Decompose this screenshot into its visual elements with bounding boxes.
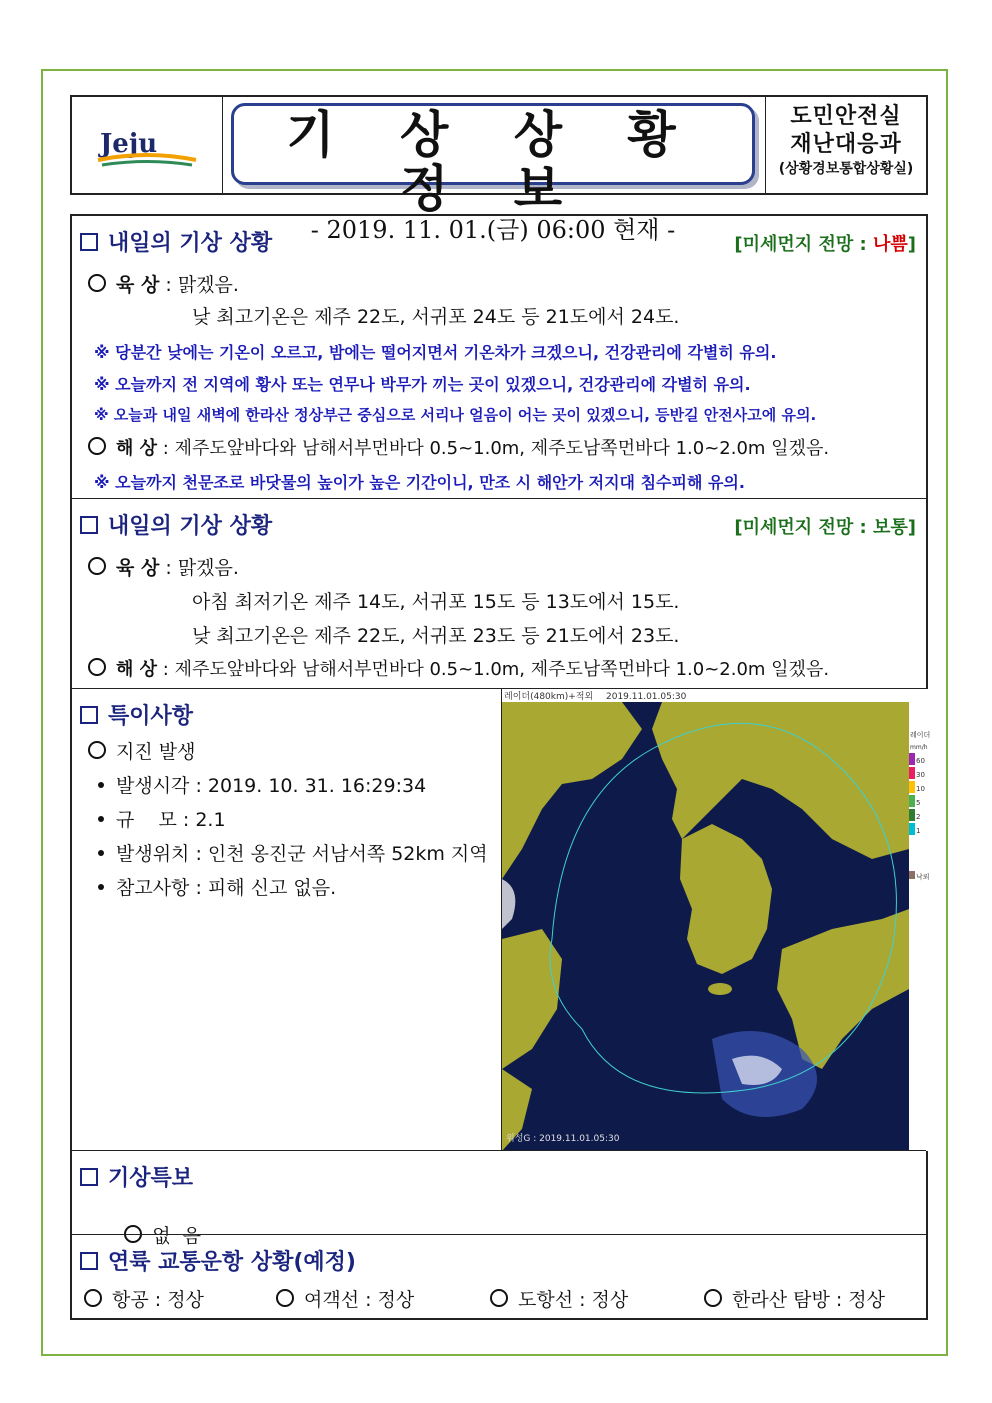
sea-forecast: 해 상 : 제주도앞바다와 남해서부먼바다 0.5~1.0m, 제주도남쪽먼바다 1.0~2.0m 일겠음. (88, 655, 829, 681)
circle-bullet-icon (704, 1289, 722, 1307)
section-weather-warnings (72, 1150, 926, 1247)
section-heading: 연륙 교통운항 상황(예정) (80, 1245, 356, 1276)
advisory-note: ※ 오늘과 내일 새벽에 한라산 정상부근 중심으로 서리나 얼음이 어는 곳이 있겠으니, 등반길 안전사고에 유의. (94, 406, 817, 424)
earthquake-detail: 발생위치 : 인천 옹진군 서남서쪽 52km 지역 (98, 839, 488, 866)
land-detail: 낮 최고기온은 제주 22도, 서귀포 24도 등 21도에서 24도. (192, 306, 680, 328)
sea-forecast: 해 상 : 제주도앞바다와 남해서부먼바다 0.5~1.0m, 제주도남쪽먼바다 1.0~2.0m 일겠음. (88, 434, 829, 460)
transport-hallasan: 한라산 탐방 : 정상 (704, 1285, 885, 1312)
svg-text:10: 10 (916, 785, 925, 793)
page-title: 기 상 상 황 정 보 (286, 106, 700, 218)
circle-bullet-icon (490, 1289, 508, 1307)
section-heading: 특이사항 (80, 699, 193, 730)
dept-name: 도민안전실 (790, 104, 902, 129)
circle-bullet-icon (88, 437, 106, 455)
dept-office: (상황경보통합상황실) (778, 161, 914, 177)
earthquake-detail: 참고사항 : 피해 신고 없음. (98, 873, 336, 900)
radar-map-image (502, 689, 932, 1151)
svg-text:낙뢰: 낙뢰 (916, 873, 930, 881)
land-forecast: 육 상 : 맑겠음. (88, 270, 239, 297)
jeju-logo (72, 97, 223, 193)
earthquake-item: 지진 발생 (88, 737, 195, 764)
section-heading: 기상특보 (80, 1161, 193, 1192)
radar-satellite-image (501, 689, 932, 1151)
checkbox-icon (80, 706, 98, 724)
dust-forecast: [미세먼지 전망 : 나쁨] (734, 234, 916, 255)
circle-bullet-icon (84, 1289, 102, 1307)
checkbox-icon (80, 516, 98, 534)
svg-text:1: 1 (916, 827, 921, 835)
svg-text:mm/h: mm/h (910, 744, 928, 751)
section-transport-status (72, 1234, 926, 1320)
section-heading: 내일의 기상 상황 (80, 509, 272, 540)
dust-level: 나쁨 (872, 234, 908, 255)
dept-division: 재난대응과 (790, 132, 902, 157)
advisory-note: ※ 당분간 낮에는 기온이 오르고, 밤에는 떨어지면서 기온차가 크겠으니, 건강관리에 각별히 유의. (94, 343, 777, 362)
svg-text:2019.11.01.05:30: 2019.11.01.05:30 (606, 692, 687, 702)
report-body (70, 214, 931, 1320)
jeju-logo-icon (92, 120, 202, 170)
checkbox-icon (80, 1252, 98, 1270)
land-forecast: 육 상 : 맑겠음. (88, 553, 239, 580)
svg-text:60: 60 (916, 757, 925, 765)
checkbox-icon (80, 233, 98, 251)
circle-bullet-icon (88, 658, 106, 676)
report-datetime: - 2019. 11. 01.(금) 06:00 현재 - (310, 216, 676, 244)
earthquake-detail: 발생시각 : 2019. 10. 31. 16:29:34 (98, 771, 426, 798)
land-detail: 낮 최고기온은 제주 22도, 서귀포 23도 등 21도에서 23도. (192, 625, 680, 647)
transport-island-ferry: 도항선 : 정상 (490, 1285, 628, 1312)
circle-bullet-icon (276, 1289, 294, 1307)
svg-text:레이더(480km)+적외: 레이더(480km)+적외 (504, 692, 594, 702)
section-heading: 내일의 기상 상황 (80, 226, 272, 257)
section-special-notes (72, 688, 931, 1150)
transport-air: 항공 : 정상 (84, 1285, 204, 1312)
svg-text:5: 5 (916, 799, 921, 807)
svg-text:Jeju: Jeju (100, 129, 158, 159)
dust-forecast: [미세먼지 전망 : 보통] (734, 517, 916, 538)
land-detail: 아침 최저기온 제주 14도, 서귀포 15도 등 13도에서 15도. (192, 591, 680, 613)
circle-bullet-icon (88, 741, 106, 759)
circle-bullet-icon (88, 557, 106, 575)
advisory-note: ※ 오늘까지 천문조로 바닷물의 높이가 높은 기간이니, 만조 시 해안가 저지대 침수피해 유의. (94, 473, 745, 492)
svg-text:레이더: 레이더 (910, 731, 931, 739)
title-box (231, 103, 755, 244)
svg-text:2: 2 (916, 813, 921, 821)
dust-level: 보통 (872, 517, 908, 538)
warning-status: 없 음 (88, 1199, 201, 1270)
section-weather-2 (72, 498, 926, 688)
advisory-note: ※ 오늘까지 전 지역에 황사 또는 연무나 박무가 끼는 곳이 있겠으니, 건강관리에 각별히 유의. (94, 375, 751, 394)
section-weather-1 (72, 216, 926, 498)
earthquake-detail: 규 모 : 2.1 (98, 805, 226, 832)
checkbox-icon (80, 1168, 98, 1186)
circle-bullet-icon (88, 274, 106, 292)
svg-text:30: 30 (916, 771, 925, 779)
department-info (766, 97, 926, 193)
transport-ferry: 여객선 : 정상 (276, 1285, 414, 1312)
svg-text:위성G : 2019.11.01.05:30: 위성G : 2019.11.01.05:30 (506, 1134, 620, 1144)
